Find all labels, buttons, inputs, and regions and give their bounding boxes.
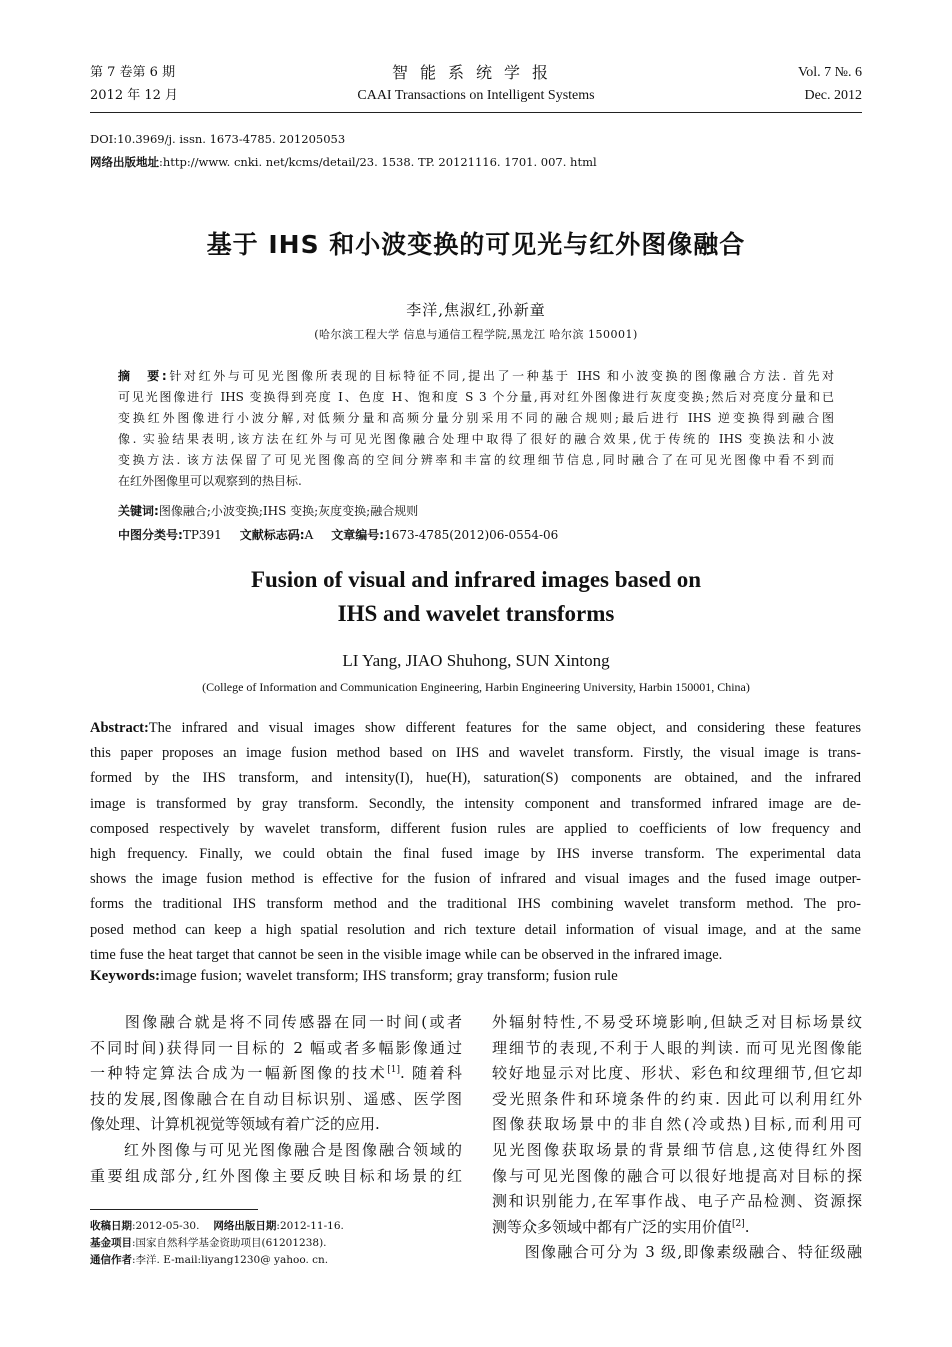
body-right-column [492,1010,862,1266]
affiliation-cn: (哈尔滨工程大学 信息与通信工程学院,黑龙江 哈尔滨 150001) [314,328,638,341]
body-line: 图像融合可分为 3 级,即像素级融合、特征级融 [492,1243,862,1262]
doc-code-label: 文献标志码: [239,528,305,542]
keywords-en-label: Keywords: [90,968,160,984]
body-line: 红外图像与可见光图像融合是图像融合领域的 [90,1140,462,1159]
body-left-column [90,1010,462,1189]
keywords-cn [118,502,418,519]
affiliation-en: (College of Information and Communication Engineering, Harbin Engineering University, Harbin 150001, China) [202,680,750,694]
header-date-en: Dec. 2012 [804,88,862,103]
body-line: 受光照条件和环境条件的约束. 因此可以利用红外 [492,1089,862,1108]
title-cn: 基于 IHS 和小波变换的可见光与红外图像融合 [206,230,746,259]
title-en [0,563,952,631]
abstract-en-line: high frequency. Finally, we could obtain the final fused image by IHS inverse transform. The experimental data [90,846,861,863]
citation-ref-1[interactable]: [1] [387,1065,400,1076]
corresponding-author-value: :李洋. E-mail:liyang1230@ yahoo. cn. [132,1254,329,1266]
online-address [90,154,597,170]
authors-en: LI Yang, JIAO Shuhong, SUN Xintong [342,651,610,670]
footnote-fund [90,1235,327,1251]
abstract-cn-line: 在红外图像里可以观察到的热目标. [118,474,302,488]
body-line: 像与可见光图像的融合可以很好地提高对目标的探 [492,1166,862,1185]
abstract-en-line: time fuse the heat target that cannot be seen in the visible image while can be observed in the infrared image. [90,946,723,963]
keywords-en-text: image fusion; wavelet transform; IHS transform; gray transform; fusion rule [160,968,618,984]
abstract-en [90,716,861,968]
clc-label: 中图分类号: [118,528,183,542]
header-vol-issue-cn: 第 7 卷第 6 期 [90,65,176,80]
abstract-en-line: posed method can keep a high spatial resolution and rich texture detail information of visual image, and at the same [90,921,861,938]
abstract-cn-label: 摘 要: [118,369,167,383]
body-line: 技的发展,图像融合在自动目标识别、遥感、医学图 [90,1089,462,1108]
abstract-cn-line: 像. 实验结果表明,该方法在红外与可见光图像融合处理中取得了很好的融合效果,优于传统的 IHS 变换法和小波 [118,432,834,446]
abstract-cn-line: 摘 要:针对红外与可见光图像所表现的目标特征不同,提出了一种基于 IHS 和小波变换的图像融合方法. 首先对 [118,369,834,383]
body-line: 图像获取场景中的非自然(冷或热)目标,而利用可 [492,1115,862,1134]
article-no-label: 文章编号: [331,528,385,542]
abstract-cn-line: 可见光图像进行 IHS 变换得到亮度 I、色度 H、饱和度 S 3 个分量,再对红外图像进行灰度变换;然后对亮度分量和已 [118,390,834,404]
doi: DOI:10.3969/j. issn. 1673-4785. 201205053 [90,132,346,146]
keywords-en [90,968,618,985]
fund-label: 基金项目 [90,1237,132,1249]
classification-cn [118,526,558,543]
body-line: 较好地显示对比度、形状、彩色和纹理细节,但它却 [492,1064,862,1083]
keywords-cn-label: 关键词: [118,504,159,518]
doc-code-value: A [304,528,314,542]
abstract-en-line: formed by the IHS transform, and intensity(I), hue(H), saturation(S) components are obtained, and the infrared [90,770,861,787]
body-line: 图像融合就是将不同传感器在同一时间(或者 [90,1013,462,1031]
abstract-en-line: shows the image fusion method is effective for the fusion of infrared and visual images and the fused image outper- [90,871,861,888]
body-line: 外辐射特性,不易受环境影响,但缺乏对目标场景纹 [492,1013,862,1031]
header-rule [90,112,862,113]
footnote-dates [90,1218,344,1234]
title-en-line2: IHS and wavelet transforms [337,601,615,626]
body-line: 测和识别能力,在军事作战、电子产品检测、资源探 [492,1192,862,1211]
journal-name-cn: 智能系统学报 [391,63,560,82]
article-no-value: 1673-4785(2012)06-0554-06 [384,528,559,542]
abstract-en-line: composed respectively by wavelet transform, different fusion rules are applied to coefficients of low frequency and [90,820,861,837]
citation-ref-2[interactable]: [2] [732,1218,745,1229]
footnote-author [90,1252,328,1268]
authors-cn: 李洋,焦淑红,孙新童 [406,301,546,319]
fund-value: :国家自然科学基金资助项目(61201238). [132,1237,327,1249]
abstract-cn-line: 变换方法. 该方法保留了可见光图像高的空间分辨率和丰富的纹理细节信息,同时融合了在可见光图像中看不到而 [118,453,834,467]
online-address-url[interactable]: :http://www. cnki. net/kcms/detail/23. 1538. TP. 20121116. 1701. 007. html [159,155,597,169]
body-line: 不同时间)获得同一目标的 2 幅或者多幅影像通过 [90,1038,462,1057]
received-value: :2012-05-30. [132,1220,200,1232]
online-date-value: :2012-11-16. [276,1220,344,1232]
title-en-line1: Fusion of visual and infrared images based on [250,567,702,592]
footnote-rule [90,1209,258,1210]
body-line: 像处理、计算机视觉等领域有着广泛的应用. [90,1115,380,1134]
journal-name-en: CAAI Transactions on Intelligent Systems [357,88,595,103]
keywords-cn-text: 图像融合;小波变换;IHS 变换;灰度变换;融合规则 [158,504,419,518]
received-label: 收稿日期 [90,1220,132,1232]
abstract-en-line: forms the traditional IHS transform method and the traditional IHS combining wavelet transform method. The pro- [90,896,861,913]
body-line: 见光图像获取场景的背景细节信息,这使得红外图 [492,1140,862,1159]
online-date-label: 网络出版日期 [213,1220,277,1232]
body-line: 重要组成部分,红外图像主要反映目标和场景的红 [90,1166,462,1185]
abstract-cn [118,366,834,492]
abstract-cn-line: 变换红外图像进行小波分解,对低频分量和高频分量分别采用不同的融合规则;最后进行 IHS 逆变换得到融合图 [118,411,834,425]
clc-value: TP391 [182,528,222,542]
header-vol-issue-en: Vol. 7 №. 6 [797,65,862,80]
corresponding-author-label: 通信作者 [90,1254,132,1266]
abstract-en-label: Abstract: [90,720,149,736]
body-line: 理细节的表现,不利于人眼的判读. 而可见光图像能 [492,1038,862,1057]
header-date-cn: 2012 年 12 月 [90,88,179,103]
abstract-en-line: this paper proposes an image fusion method based on IHS and wavelet transform. Firstly, the visual image is trans- [90,745,861,762]
abstract-en-line: image is transformed by gray transform. Secondly, the intensity component and transformed infrared image are de- [90,795,861,812]
abstract-en-line: Abstract:The infrared and visual images show different features for the same object, and considering these features [90,720,861,736]
online-address-label: 网络出版地址 [90,155,159,169]
body-line: 测等众多领域中都有广泛的实用价值[2]. [492,1217,750,1236]
body-line: 一种特定算法合成为一幅新图像的技术[1]. 随着科 [90,1064,462,1083]
